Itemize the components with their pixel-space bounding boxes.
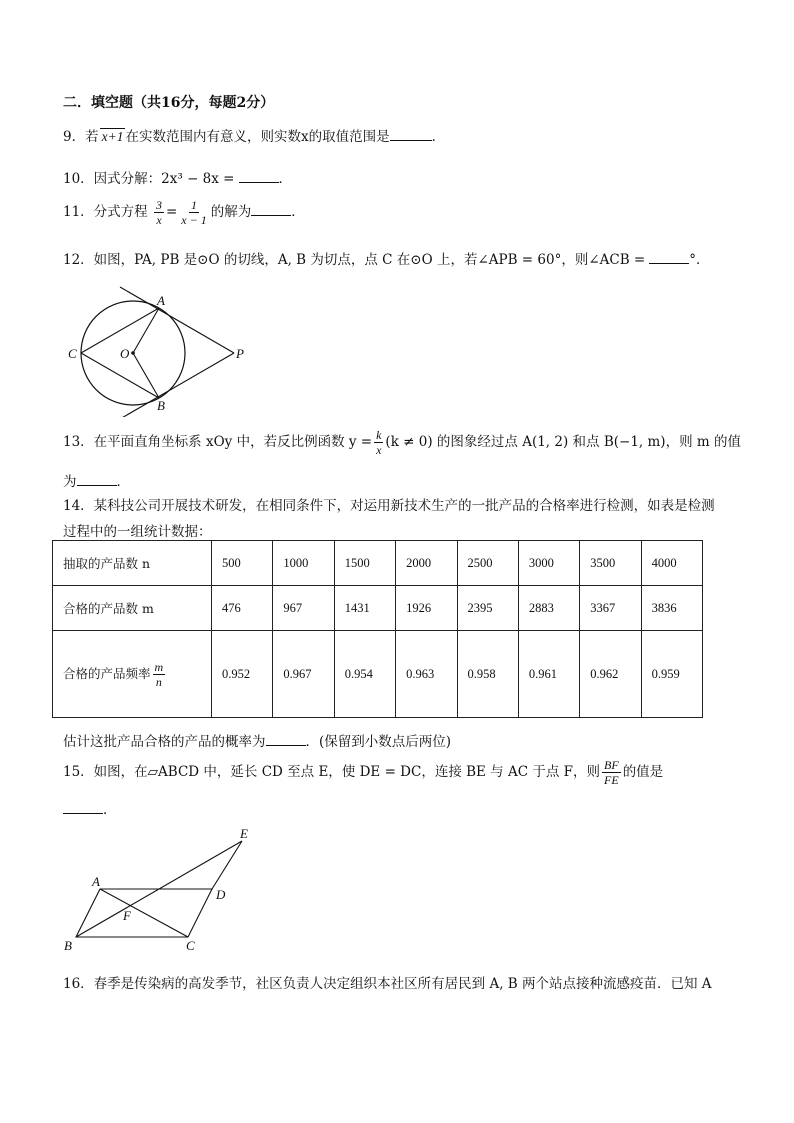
q15-answer-blank[interactable] xyxy=(63,801,103,814)
q13-end: ． xyxy=(116,474,130,490)
table-cell: 0.961 xyxy=(518,631,579,718)
table-cell: 0.963 xyxy=(396,631,457,718)
q14-estimate-text: 估计这批产品合格的产品的概率为 xyxy=(63,734,266,750)
question-14-after-table xyxy=(63,730,451,750)
q9-prefix: 9．若 xyxy=(63,129,99,145)
section-title: 二．填空题（共16分，每题2分） xyxy=(63,95,275,111)
frequency-numerator: m xyxy=(154,659,164,674)
q10-end: ． xyxy=(278,171,292,187)
frequency-fraction xyxy=(153,660,166,689)
label-a: A xyxy=(92,874,100,889)
figure-12-circle-tangents xyxy=(60,282,260,417)
table-cell: 1500 xyxy=(334,541,395,586)
q15-fraction xyxy=(602,758,621,787)
frequency-label-text: 合格的产品频率 xyxy=(63,665,151,681)
segment-ob xyxy=(133,353,159,398)
table-cell: 0.958 xyxy=(457,631,518,718)
q9-body: 在实数范围内有意义，则实数x的取值范围是 xyxy=(125,129,390,145)
question-14-line-2: 过程中的一组统计数据： xyxy=(63,524,212,540)
table-cell: 0.954 xyxy=(334,631,395,718)
table-cell: 2000 xyxy=(396,541,457,586)
q11-equals: = xyxy=(165,204,178,220)
q15-denominator: FE xyxy=(604,773,619,787)
table-cell: 0.967 xyxy=(273,631,334,718)
question-16: 16．春季是传染病的高发季节，社区负责人决定组织本社区所有居民到 A, B 两个站点接种流感疫苗．已知 A xyxy=(63,976,712,992)
q13-answer-blank[interactable] xyxy=(77,473,117,486)
table-row xyxy=(53,586,703,631)
q15-prefix: 15．如图，在▱ABCD 中，延长 CD 至点 E，使 DE = DC，连接 BE 与 AC 于点 F，则 xyxy=(63,764,601,780)
q13-line2-prefix: 为 xyxy=(63,474,77,490)
q11-fraction-right xyxy=(179,198,208,227)
label-o: O xyxy=(120,346,130,361)
q13-numerator: k xyxy=(376,428,382,442)
q15-numerator: BF xyxy=(604,758,619,772)
question-15-line-1 xyxy=(63,758,663,787)
question-9 xyxy=(63,125,445,145)
q13-denominator: x xyxy=(376,443,382,457)
question-14-line-1: 14．某科技公司开展技术研发，在相同条件下，对运用新技术生产的一批产品的合格率进行检测，如表是检测 xyxy=(63,498,715,514)
table-cell: 2883 xyxy=(518,586,579,631)
q11-fraction-left xyxy=(154,198,164,227)
row-label-qualified: 合格的产品数 m xyxy=(53,586,212,631)
table-cell: 500 xyxy=(212,541,273,586)
table-cell: 476 xyxy=(212,586,273,631)
label-c: C xyxy=(186,938,195,953)
question-12 xyxy=(63,248,710,268)
q11-body: 的解为 xyxy=(210,204,252,220)
q13-body: (k ≠ 0) 的图象经过点 A(1, 2) 和点 B(−1, m)，则 m 的值 xyxy=(385,434,741,450)
question-13-line-1 xyxy=(63,428,741,457)
table-cell: 3000 xyxy=(518,541,579,586)
q11-f2-denominator: x − 1 xyxy=(181,213,207,227)
table-cell: 3367 xyxy=(580,586,641,631)
q9-answer-blank[interactable] xyxy=(390,128,432,141)
table-cell: 0.952 xyxy=(212,631,273,718)
q11-f1-denominator: x xyxy=(156,213,162,227)
table-cell: 3500 xyxy=(580,541,641,586)
segment-oa xyxy=(133,308,159,353)
row-label-sampled: 抽取的产品数 n xyxy=(53,541,212,586)
q13-prefix: 13．在平面直角坐标系 xOy 中，若反比例函数 y = xyxy=(63,434,373,450)
frequency-denominator: n xyxy=(155,674,162,689)
table-cell: 2395 xyxy=(457,586,518,631)
segment-de xyxy=(212,841,242,889)
label-d: D xyxy=(216,887,226,902)
q12-end: °． xyxy=(689,252,710,268)
q9-sqrt-expression: x+1 xyxy=(101,129,124,144)
question-10 xyxy=(63,167,292,187)
q15-end: ． xyxy=(103,802,117,818)
table-cell: 1000 xyxy=(273,541,334,586)
row-label-frequency xyxy=(53,631,212,718)
table-cell: 1431 xyxy=(334,586,395,631)
q9-end: ． xyxy=(431,129,446,145)
label-b: B xyxy=(64,938,72,953)
question-13-line-2 xyxy=(63,470,130,490)
q14-answer-blank[interactable] xyxy=(266,733,306,746)
label-c: C xyxy=(68,346,77,361)
q15-body: 的值是 xyxy=(622,764,664,780)
label-p: P xyxy=(236,346,244,361)
q11-end: ． xyxy=(291,204,305,220)
table-row xyxy=(53,631,703,718)
q14-precision-note: ．(保留到小数点后两位) xyxy=(305,734,452,750)
table-cell: 0.962 xyxy=(580,631,641,718)
label-f: F xyxy=(123,908,131,923)
q11-f1-numerator: 3 xyxy=(155,198,162,212)
label-b: B xyxy=(157,398,165,413)
q12-answer-blank[interactable] xyxy=(649,251,689,264)
table-row xyxy=(53,541,703,586)
table-cell: 0.959 xyxy=(641,631,702,718)
q11-f2-numerator: 1 xyxy=(191,198,198,212)
segment-ac xyxy=(100,889,188,937)
q10-answer-blank[interactable] xyxy=(239,170,279,183)
table-cell: 2500 xyxy=(457,541,518,586)
label-a: A xyxy=(157,293,165,308)
q13-fraction xyxy=(374,428,383,457)
table-cell: 967 xyxy=(273,586,334,631)
table-cell: 1926 xyxy=(396,586,457,631)
label-e: E xyxy=(240,826,248,841)
q12-text: 12．如图，PA, PB 是⊙O 的切线，A, B 为切点，点 C 在⊙O 上，若∠APB = 60°，则∠ACB = xyxy=(63,252,646,268)
question-11 xyxy=(63,198,305,227)
q10-prefix: 10．因式分解：2x³ − 8x = xyxy=(63,171,235,187)
statistics-table xyxy=(52,540,703,718)
table-cell: 4000 xyxy=(641,541,702,586)
figure-15-parallelogram xyxy=(58,824,268,954)
q11-prefix: 11．分式方程 xyxy=(63,204,148,220)
table-cell: 3836 xyxy=(641,586,702,631)
center-point-o xyxy=(131,351,135,355)
question-15-line-2 xyxy=(63,798,117,818)
q11-answer-blank[interactable] xyxy=(251,203,291,216)
